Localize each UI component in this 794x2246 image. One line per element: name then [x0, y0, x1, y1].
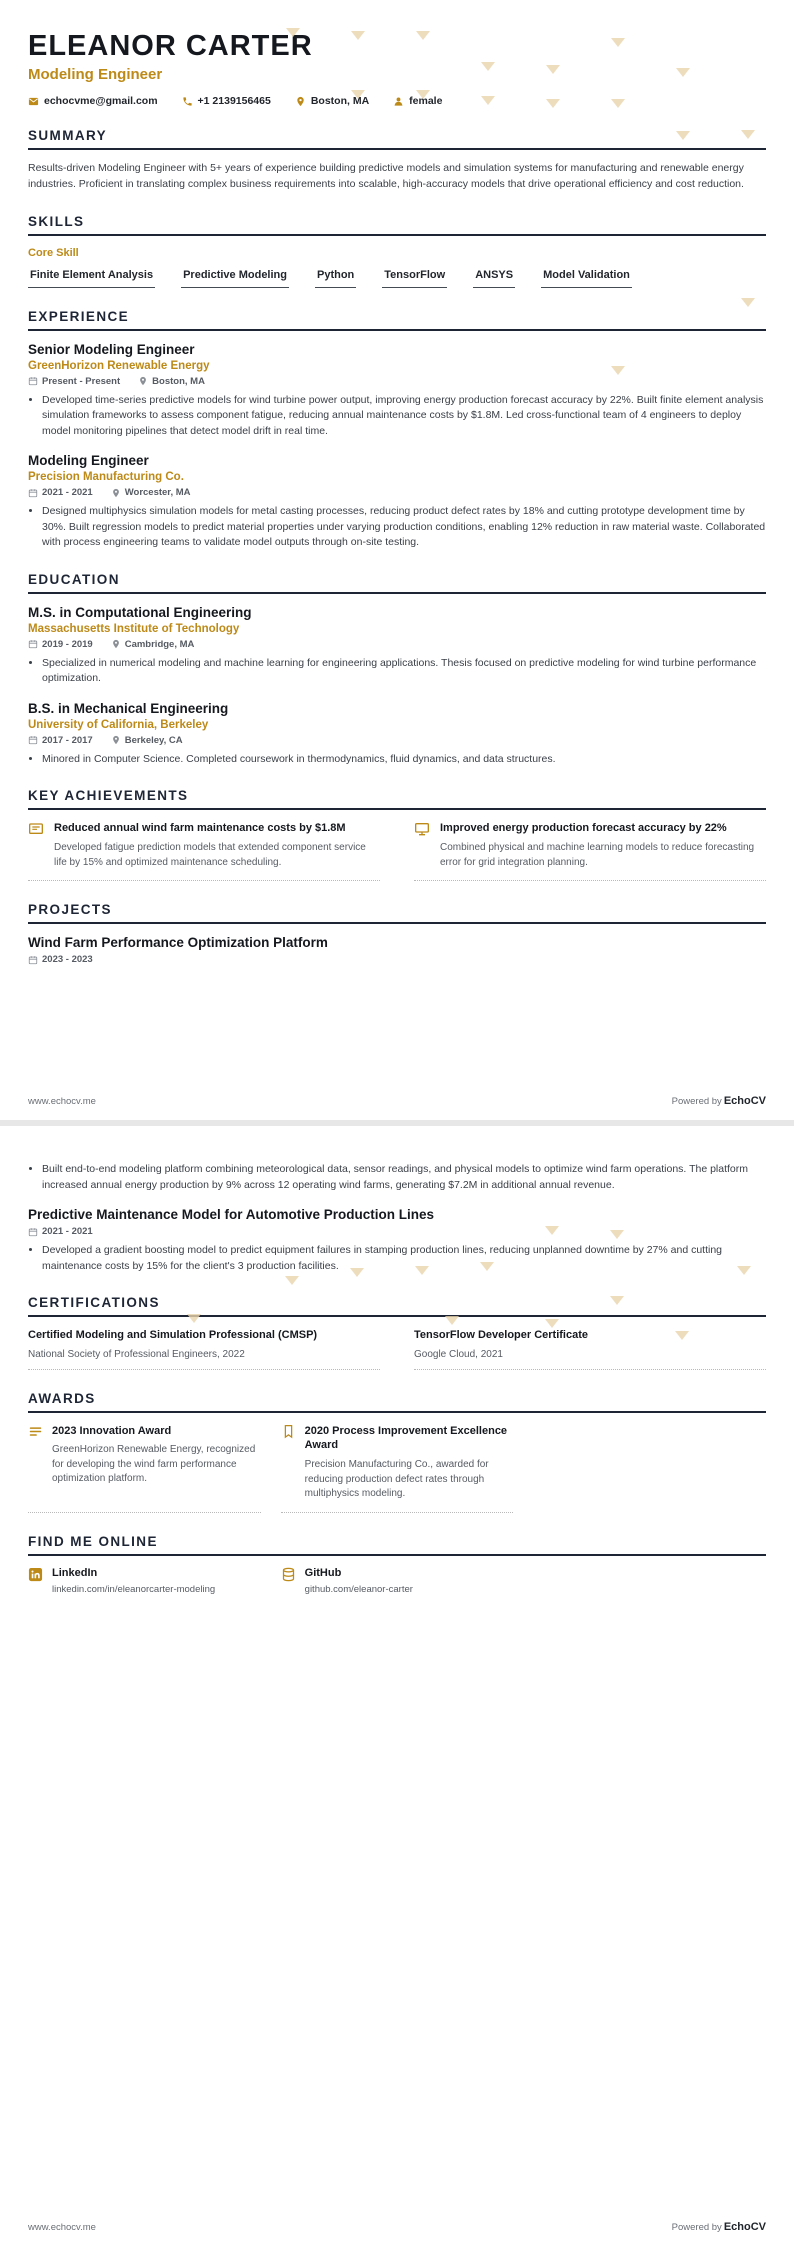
calendar-icon	[28, 488, 38, 498]
footer-powered-by	[672, 2221, 766, 2233]
skill-item: Predictive Modeling	[181, 269, 289, 288]
section-awards	[28, 1391, 766, 1513]
person-icon	[393, 96, 404, 107]
project-title: Predictive Maintenance Model for Automotive Production Lines	[28, 1207, 435, 1223]
job-title: Modeling Engineer	[28, 453, 149, 469]
achievement-text	[54, 821, 380, 870]
education-location-text: Cambridge, MA	[124, 638, 195, 650]
phone-icon	[182, 96, 193, 107]
location-pin-icon	[111, 639, 121, 649]
footer-powered-by	[672, 1095, 766, 1107]
award-title: 2023 Innovation Award	[52, 1424, 172, 1437]
link-name: LinkedIn	[52, 1566, 98, 1579]
project-bullet: • Built end-to-end modeling platform combining meteorological data, sensor readings, and physical models to optimize wind farm operations. The platform increased annual energy production by 9% across 12 operating wind farms, generating $7.2M in additional annual revenue.	[42, 1162, 766, 1193]
project-bullets	[28, 1243, 766, 1274]
experience-heading: EXPERIENCE	[28, 309, 766, 331]
resume-header	[28, 30, 766, 107]
project-dates-text: 2023 - 2023	[42, 954, 93, 966]
list-icon	[28, 1424, 43, 1502]
education-bullet: • Minored in Computer Science. Completed coursework in thermodynamics, fluid dynamics, and data structures.	[42, 752, 766, 768]
job-title: Senior Modeling Engineer	[28, 341, 195, 357]
achievement-item	[414, 821, 766, 881]
company-name: GreenHorizon Renewable Energy	[28, 359, 210, 372]
section-certifications	[28, 1295, 766, 1369]
location-pin-icon	[111, 735, 121, 745]
experience-entry	[28, 453, 766, 551]
award-text	[305, 1424, 514, 1502]
resume-page-1	[0, 0, 794, 1120]
page-footer	[28, 2221, 766, 2233]
calendar-icon	[28, 955, 38, 965]
education-location-text: Berkeley, CA	[124, 734, 183, 746]
degree-title: M.S. in Computational Engineering	[28, 604, 252, 620]
candidate-job-title: Modeling Engineer	[28, 66, 163, 83]
skill-item: TensorFlow	[382, 269, 447, 288]
project-meta	[28, 1226, 766, 1237]
job-bullets	[28, 393, 766, 440]
powered-by-text: Powered by	[671, 2222, 722, 2233]
summary-text: Results-driven Modeling Engineer with 5+ years of experience building predictive models and simulation systems for manufacturing and renewable energy industries. Proficient in translating complex business requirements into scalable, high-accuracy models that drive operational efficiency and cost reduction.	[28, 162, 744, 190]
certificate-icon	[28, 821, 44, 870]
award-text	[52, 1424, 261, 1502]
education-location	[111, 735, 183, 746]
certification-item	[414, 1328, 766, 1369]
achievement-desc: Combined physical and machine learning models to reduce forecasting error for grid integration planning.	[440, 842, 755, 868]
key-achievements-grid	[28, 821, 766, 881]
job-bullet: • Developed time-series predictive models for wind turbine power output, improving energy production forecast accuracy by 22%. Built finite element analysis simulation frameworks to assess component fatigue, reducing annual maintenance costs by $1.8M. Led cross-functional team of 4 engineers to deploy model monitoring pipelines that detect model drift in real time.	[42, 393, 766, 440]
skill-item: ANSYS	[473, 269, 515, 288]
links-grid-spacer	[533, 1567, 766, 1596]
location-pin-icon	[111, 488, 121, 498]
education-dates-text: 2019 - 2019	[42, 638, 93, 650]
job-dates-text: 2021 - 2021	[42, 487, 93, 499]
footer-site-link[interactable]: www.echocv.me	[28, 2221, 96, 2233]
job-bullets	[28, 504, 766, 551]
education-bullet: • Specialized in numerical modeling and machine learning for engineering applications. Thesis focused on predictive modeling for wind turbine performance optimization.	[42, 656, 766, 687]
job-location-text: Boston, MA	[152, 375, 205, 387]
school-name: University of California, Berkeley	[28, 718, 209, 731]
company-name: Precision Manufacturing Co.	[28, 471, 184, 484]
experience-entry	[28, 342, 766, 440]
certification-title: TensorFlow Developer Certificate	[414, 1329, 589, 1342]
education-heading: EDUCATION	[28, 572, 766, 594]
achievement-text	[440, 821, 766, 870]
certifications-heading: CERTIFICATIONS	[28, 1295, 766, 1317]
page-footer	[28, 1095, 766, 1107]
find-me-online-heading: FIND ME ONLINE	[28, 1534, 766, 1556]
email-icon	[28, 96, 39, 107]
social-link-github[interactable]	[281, 1567, 514, 1596]
education-dates	[28, 735, 93, 746]
github-icon	[281, 1567, 296, 1596]
link-name: GitHub	[304, 1566, 342, 1579]
certification-issuer: Google Cloud, 2021	[414, 1348, 503, 1360]
school-name: Massachusetts Institute of Technology	[28, 622, 240, 635]
calendar-icon	[28, 639, 38, 649]
section-find-me-online	[28, 1534, 766, 1596]
project-entry	[28, 1207, 766, 1274]
watermark-triangle	[285, 1276, 299, 1285]
location-text: Boston, MA	[310, 95, 370, 107]
education-location	[111, 639, 195, 650]
job-location	[138, 376, 205, 387]
skill-item: Finite Element Analysis	[28, 269, 155, 288]
education-meta	[28, 735, 766, 746]
achievement-title: Reduced annual wind farm maintenance costs by $1.8M	[54, 822, 346, 835]
section-education	[28, 572, 766, 768]
key-achievements-heading: KEY ACHIEVEMENTS	[28, 788, 766, 810]
certification-issuer: National Society of Professional Engineers, 2022	[28, 1348, 245, 1360]
award-title: 2020 Process Improvement Excellence Award	[304, 1424, 508, 1452]
calendar-icon	[28, 735, 38, 745]
project-bullets-continued	[28, 1162, 766, 1193]
powered-by-text: Powered by	[671, 1096, 722, 1107]
contact-phone[interactable]	[182, 95, 271, 107]
section-projects	[28, 902, 766, 965]
phone-text: +1 2139156465	[197, 95, 271, 107]
award-desc: Precision Manufacturing Co., awarded for reducing production defect rates through multiphysics modeling.	[304, 1459, 489, 1500]
education-bullets	[28, 656, 766, 687]
section-summary	[28, 128, 766, 193]
skill-item: Model Validation	[541, 269, 632, 288]
awards-grid-spacer	[533, 1424, 766, 1513]
section-key-achievements	[28, 788, 766, 881]
footer-site-link[interactable]: www.echocv.me	[28, 1095, 96, 1107]
project-bullet: • Developed a gradient boosting model to predict equipment failures in stamping production lines, reducing unplanned downtime by 27% and cutting maintenance costs by 15% for the client's 3 production facilities.	[42, 1243, 766, 1274]
link-text	[52, 1567, 215, 1596]
education-entry	[28, 701, 766, 768]
linkedin-icon	[28, 1567, 43, 1596]
achievement-title: Improved energy production forecast accuracy by 22%	[440, 822, 727, 835]
skills-group-label: Core Skill	[28, 246, 79, 259]
job-dates	[28, 487, 93, 498]
achievement-item	[28, 821, 380, 881]
brand-link[interactable]: EchoCV	[723, 2221, 766, 2233]
skill-item: Python	[315, 269, 356, 288]
location-pin-icon	[138, 376, 148, 386]
award-desc: GreenHorizon Renewable Energy, recognized for developing the wind farm performance optimization platform.	[52, 1444, 256, 1485]
brand-link[interactable]: EchoCV	[723, 1095, 766, 1107]
social-link-linkedin[interactable]	[28, 1567, 261, 1596]
projects-heading: PROJECTS	[28, 902, 766, 924]
location-pin-icon	[295, 96, 306, 107]
project-entry	[28, 935, 766, 965]
link-url: github.com/eleanor-carter	[304, 1583, 413, 1595]
links-grid	[28, 1567, 766, 1596]
project-title: Wind Farm Performance Optimization Platform	[28, 935, 328, 951]
skills-list	[28, 269, 766, 288]
job-dates	[28, 376, 120, 387]
project-dates	[28, 1226, 93, 1237]
education-dates-text: 2017 - 2017	[42, 734, 93, 746]
certification-item	[28, 1328, 380, 1369]
resume-page-2	[0, 1126, 794, 2246]
link-url: linkedin.com/in/eleanorcarter-modeling	[52, 1583, 216, 1595]
skills-heading: SKILLS	[28, 214, 766, 236]
education-dates	[28, 639, 93, 650]
award-item	[281, 1424, 514, 1513]
email-text: echocvme@gmail.com	[44, 95, 158, 107]
certification-title: Certified Modeling and Simulation Professional (CMSP)	[28, 1329, 318, 1342]
watermark-triangle	[741, 298, 755, 307]
contact-row	[28, 95, 766, 107]
award-item	[28, 1424, 261, 1513]
job-meta	[28, 487, 766, 498]
education-entry	[28, 605, 766, 687]
section-experience	[28, 309, 766, 551]
job-bullet: • Designed multiphysics simulation models for metal casting processes, reducing product defect rates by 18% and cutting prototype development time by 30%. Built regression models to predict material properties under varying production conditions, enabling 12% reduction in raw material waste. Collaborated with process engineering teams to validate model outputs through on-site testing.	[42, 504, 766, 551]
candidate-name: ELEANOR CARTER	[28, 30, 313, 62]
contact-location	[295, 95, 369, 107]
project-dates-text: 2021 - 2021	[42, 1226, 93, 1238]
gender-text: female	[409, 95, 443, 107]
education-bullets	[28, 752, 766, 768]
achievement-desc: Developed fatigue prediction models that extended component service life by 15% and optimized maintenance scheduling.	[54, 842, 366, 868]
calendar-icon	[28, 1227, 38, 1237]
degree-title: B.S. in Mechanical Engineering	[28, 700, 229, 716]
monitor-icon	[414, 821, 430, 870]
project-meta	[28, 954, 766, 965]
contact-email[interactable]	[28, 95, 158, 107]
calendar-icon	[28, 376, 38, 386]
job-dates-text: Present - Present	[42, 375, 121, 387]
awards-grid	[28, 1424, 766, 1513]
summary-heading: SUMMARY	[28, 128, 766, 150]
education-meta	[28, 639, 766, 650]
ribbon-icon	[281, 1424, 296, 1502]
contact-gender	[393, 95, 442, 107]
job-location	[111, 487, 191, 498]
job-location-text: Worcester, MA	[124, 487, 191, 499]
project-dates	[28, 954, 93, 965]
link-text	[305, 1567, 413, 1596]
certifications-grid	[28, 1328, 766, 1369]
section-skills	[28, 214, 766, 288]
awards-heading: AWARDS	[28, 1391, 766, 1413]
job-meta	[28, 376, 766, 387]
